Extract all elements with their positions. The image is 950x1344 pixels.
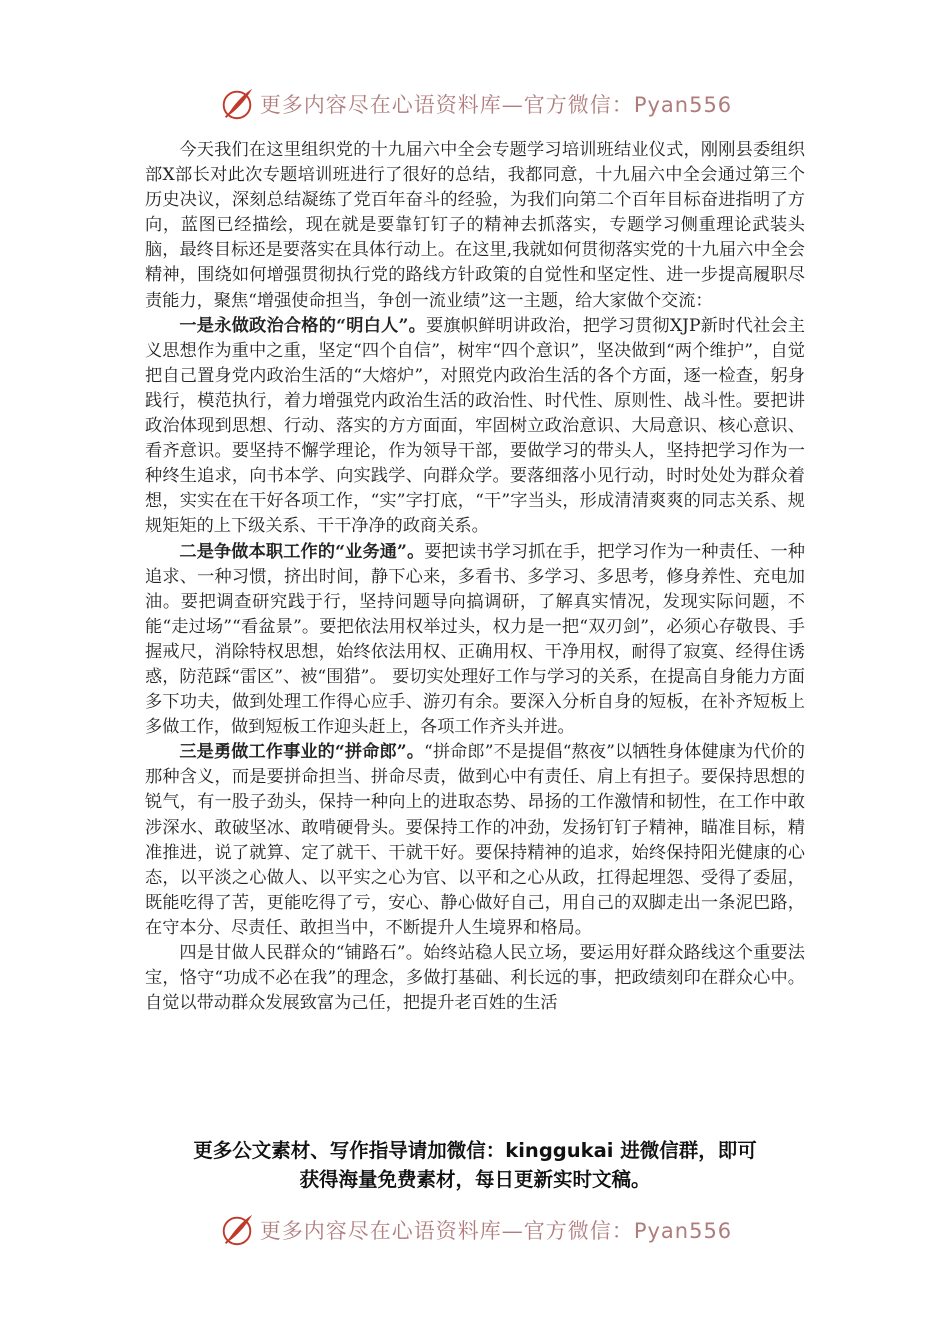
banner-text: 更多内容尽在心语资料库—官方微信：Pyan556: [259, 1219, 733, 1243]
paragraph-intro: 今天我们在这里组织党的十九届六中全会专题学习培训班结业仪式，刚刚县委组织部X部长对此次专题培训班进行了很好的总结，我都同意，十九届六中全会通过第三个历史决议，深刻总结凝练了党百年奋斗的经验，为我们向第二个百年目标奋进指明了方向，蓝图已经描绘，现在就是要靠钉钉子的精神去抓落实，专题学习侧重理论武装头脑，最终目标还是要落实在具体行动上。在这里,我就如何贯彻落实党的十九届六中全会精神，围绕如何增强贯彻执行党的路线方针政策的自觉性和坚定性、进一步提高履职尽责能力，聚焦“增强使命担当，争创一流业绩”这一主题，给大家做个交流：: [145, 140, 805, 311]
banner-wechat-id: Pyan556: [633, 93, 733, 117]
header-banner: [0, 82, 950, 126]
promo-notice: [130, 1136, 820, 1194]
paragraph-heading: 一是永做政治合格的“明白人”。: [179, 315, 427, 336]
banner-text: 更多内容尽在心语资料库—官方微信：Pyan556: [259, 93, 733, 117]
quill-logo-icon: [218, 1211, 256, 1249]
document-body: [145, 138, 805, 1016]
promo-line-2: 获得海量免费素材，每日更新实时文稿。: [299, 1168, 651, 1191]
promo-line-1: 更多公文素材、写作指导请加微信：kinggukai 进微信群，即可: [193, 1139, 757, 1162]
banner-wechat-id: Pyan556: [633, 1219, 733, 1243]
paragraph-two: 二是争做本职工作的“业务通”。要把读书学习抓在手，把学习作为一种责任、一种追求、一种习惯，挤出时间，静下心来，多看书、多学习、多思考，修身养性、充电加油。要把调查研究践于行，坚持问题导向搞调研，了解真实情况，发现实际问题，不能“走过场”“看盆景”。要把依法用权举过头，权力是一把“双刃剑”，必须心存敬畏、手握戒尺，消除特权思想，始终依法用权、正确用权、干净用权，耐得了寂寞、经得住诱惑，防范踩“雷区”、被“围猎”。 要切实处理好工作与学习的关系，在提高自身能力方面多下功夫，做到处理工作得心应手、游刃有余。要深入分析自身的短板，在补齐短板上多做工作，做到短板工作迎头赶上，各项工作齐头并进。: [145, 541, 805, 738]
paragraph-three: 三是勇做工作事业的“拼命郎”。“拼命郎”不是提倡“熬夜”以牺牲身体健康为代价的那种含义，而是要拼命担当、拼命尽责，做到心中有责任、肩上有担子。要保持思想的锐气，有一股子劲头，保持一种向上的进取态势、昂扬的工作激情和韧性，在工作中敢涉深水、敢破坚冰、敢啃硬骨头。要保持工作的冲劲，发扬钉钉子精神，瞄准目标，精准推进，说了就算、定了就干、干就干好。要保持精神的追求，始终保持阳光健康的心态，以平淡之心做人、以平实之心为官、以平和之心从政，扛得起埋怨、受得了委屈，既能吃得了苦，更能吃得了亏，安心、静心做好自己，用自己的双脚走出一条泥巴路，在守本分、尽责任、敢担当中，不断提升人生境界和格局。: [145, 742, 805, 938]
paragraph-one: 一是永做政治合格的“明白人”。要旗帜鲜明讲政治，把学习贯彻XJP新时代社会主义思想作为重中之重，坚定“四个自信”，树牢“四个意识”，坚决做到“两个维护”，自觉把自己置身党内政治生活的“大熔炉”，对照党内政治生活的各个方面，逐一检查，躬身践行，模范执行，着力增强党内政治生活的政治性、时代性、原则性、战斗性。要把讲政治体现到思想、行动、落实的方方面面，牢固树立政治意识、大局意识、核心意识、看齐意识。要坚持不懈学理论，作为领导干部，要做学习的带头人，坚持把学习作为一种终生追求，向书本学、向实践学、向群众学。要落细落小见行动，时时处处为群众着想，实实在在干好各项工作，“实”字打底，“干”字当头，形成清清爽爽的同志关系、规规矩矩的上下级关系、干干净净的政商关系。: [145, 315, 805, 537]
quill-logo-icon: [218, 85, 256, 123]
paragraph-four: 四是甘做人民群众的“铺路石”。始终站稳人民立场，要运用好群众路线这个重要法宝，恪守“功成不必在我”的理念，多做打基础、利长远的事，把政绩刻印在群众心中。自觉以带动群众发展致富为己任，把提升老百姓的生活: [145, 943, 805, 1014]
paragraph-heading: 三是勇做工作事业的“拼命郎”。: [179, 742, 424, 763]
footer-banner: [0, 1208, 950, 1252]
paragraph-heading: 二是争做本职工作的“业务通”。: [179, 541, 425, 562]
